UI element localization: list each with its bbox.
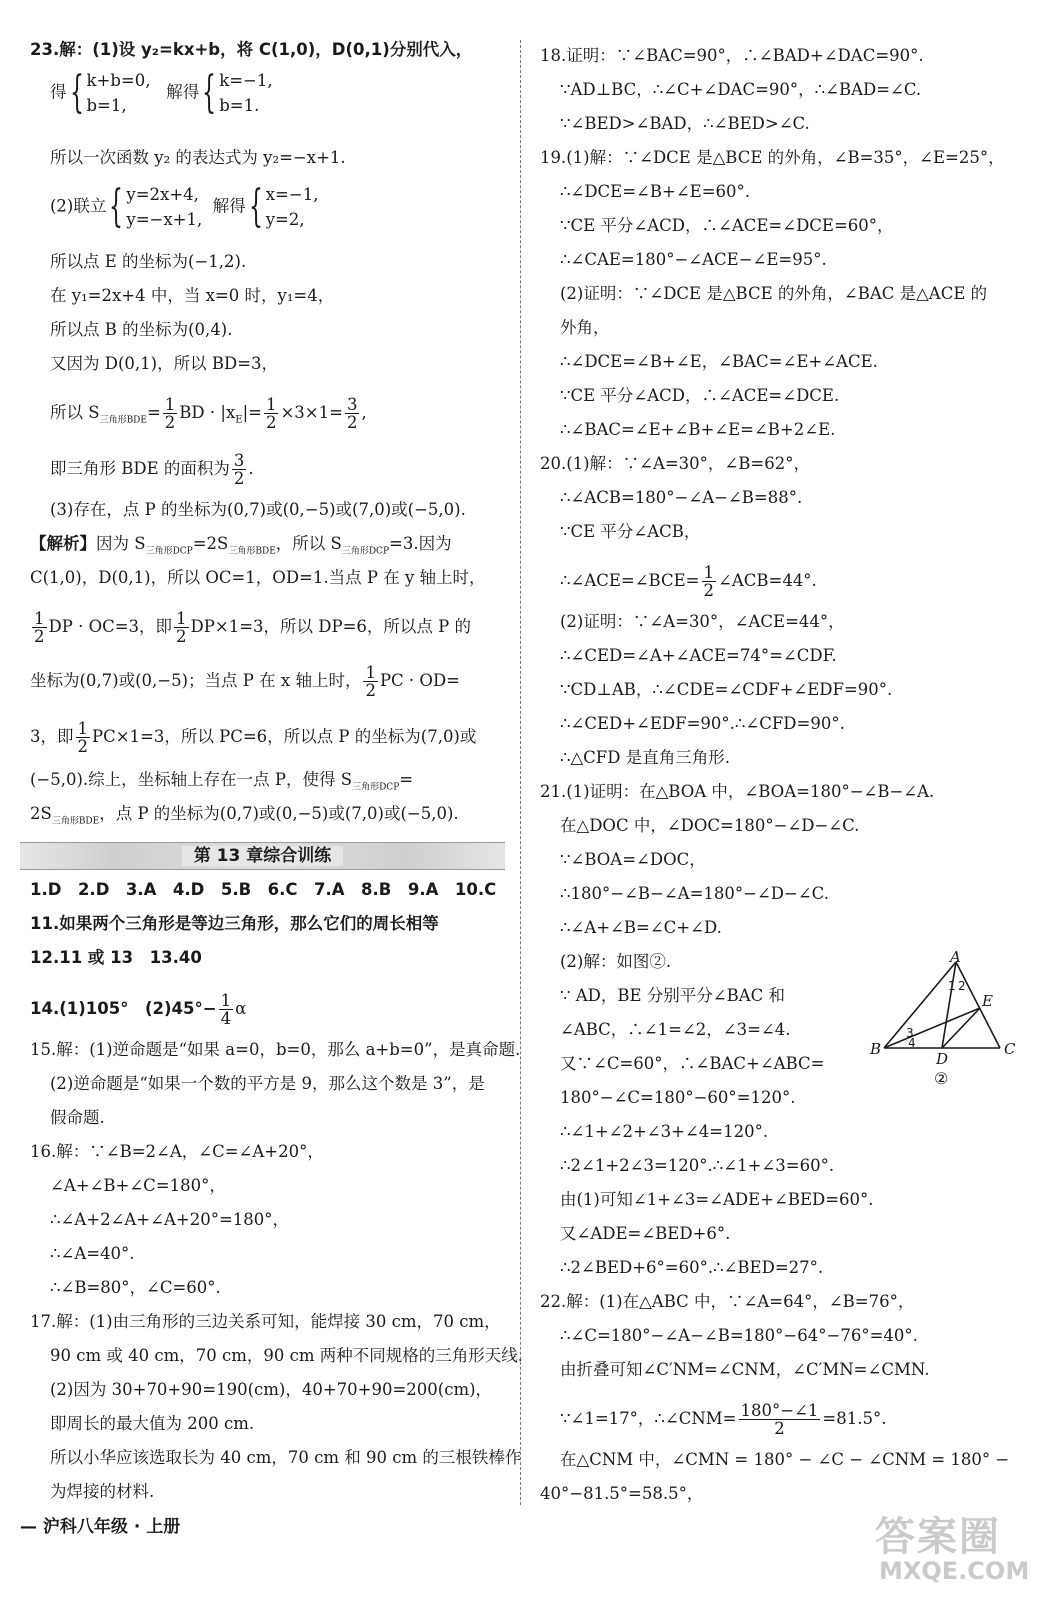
q17-line-1: 17.解：(1)由三角形的三边关系可知，能焊接 30 cm，70 cm， <box>30 1312 501 1331</box>
q17-line-3: (2)因为 30+70+90=190(cm)，40+70+90=200(cm)， <box>50 1380 493 1399</box>
q16-line-5: ∴∠B=80°，∠C=60°. <box>50 1278 221 1297</box>
q23-system-1: 得{ k+b=0, b=1, 解得{ k=−1, b=1. <box>50 67 273 118</box>
q17-line-6: 为焊接的材料. <box>50 1482 155 1501</box>
q21-line-12: ∴2∠1+2∠3=120°.∴∠1+∠3=60°. <box>560 1156 835 1175</box>
segment-be <box>884 1008 980 1048</box>
q18-line-1: 18.证明：∵∠BAC=90°，∴∠BAD+∠DAC=90°. <box>540 46 924 65</box>
q23-analysis-2: C(1,0)，D(0,1)，所以 OC=1，OD=1.当点 P 在 y 轴上时， <box>30 568 486 587</box>
column-divider <box>520 40 521 1505</box>
q23-analysis-6: (−5,0).综上，坐标轴上存在一点 P，使得 $S_{三角形DCP}=$ <box>30 770 414 793</box>
q19-line-4: ∴∠CAE=180°−∠ACE−∠E=95°. <box>560 250 827 269</box>
q21-line-1: 21.(1)证明：在△BOA 中，∠BOA=180°−∠B−∠A. <box>540 782 935 801</box>
q21-line-5: ∴∠A+∠B=∠C+∠D. <box>560 918 722 937</box>
q22-line-5: 在△CNM 中，∠CMN = 180° − ∠C − ∠CNM = 180° − <box>560 1450 1010 1469</box>
q21-line-11: ∴∠1+∠2+∠3+∠4=120°. <box>560 1122 769 1141</box>
q16-line-2: ∠A+∠B+∠C=180°， <box>50 1176 226 1195</box>
q19-line-3: ∵CE 平分∠ACD，∴∠ACE=∠DCE=60°， <box>560 216 894 235</box>
angle-3-label: 3 <box>906 1026 914 1040</box>
side-ab <box>884 962 956 1048</box>
q18-line-3: ∵∠BED>∠BAD，∴∠BED>∠C. <box>560 114 810 133</box>
q20-line-2: ∴∠ACB=180°−∠A−∠B=88°. <box>560 488 803 507</box>
q20-line-6: ∴∠CED=∠A+∠ACE=74°=∠CDF. <box>560 646 837 665</box>
q21-line-14: 又∠ADE=∠BED+6°. <box>560 1224 731 1243</box>
q16-line-3: ∴∠A+2∠A+∠A+20°=180°， <box>50 1210 290 1229</box>
angle-1-label: 1 <box>948 979 956 993</box>
side-ac <box>956 962 1000 1048</box>
q20-line-3: ∵CE 平分∠ACB， <box>560 522 701 541</box>
q22-line-3: 由折叠可知∠C′NM=∠CNM，∠C′MN=∠CMN. <box>560 1360 930 1379</box>
section-title: 第 13 章综合训练 <box>182 846 344 866</box>
q16-line-1: 16.解：∵∠B=2∠A，∠C=∠A+20°， <box>30 1142 324 1161</box>
q23-analysis-3: $\frac{1}{2}$ DP · OC=3，即 $\frac{1}{2}$ DP×1=3，所以 DP=6，所以点 P 的 <box>34 609 472 646</box>
q15-line-1: 15.解：(1)逆命题是“如果 a=0，b=0，那么 a+b=0”，是真命题. <box>30 1040 521 1059</box>
q20-line-9: ∴△CFD 是直角三角形. <box>560 748 730 767</box>
angle-4-label: 4 <box>908 1036 916 1050</box>
q23-point-b: 所以点 B 的坐标为(0,4). <box>50 320 233 339</box>
q21-line-13: 由(1)可知∠1+∠3=∠ADE+∠BED=60°. <box>560 1190 874 1209</box>
q18-line-2: ∵AD⊥BC，∴∠C+∠DAC=90°，∴∠BAD=∠C. <box>560 80 922 99</box>
q23-intro: 23.解：(1)设 y₂=kx+b，将 C(1,0)，D(0,1)分别代入， <box>30 40 473 59</box>
q14: 14.(1)105° (2)45°− $\frac{1}{4}$ α <box>30 991 247 1028</box>
section-banner <box>20 842 505 870</box>
q21-line-7: ∵ AD，BE 分别平分∠BAC 和 <box>560 986 786 1005</box>
q11: 11.如果两个三角形是等边三角形，那么它们的周长相等 <box>30 914 439 933</box>
q22-line-4: ∵∠1=17°，∴∠CNM= $\frac{180^\circ-\angle 1}{2}$ =81.5°. <box>560 1401 887 1438</box>
q19-line-9: ∴∠BAC=∠E+∠B+∠E=∠B+2∠E. <box>560 420 836 439</box>
label-c: C <box>1004 1040 1016 1058</box>
q20-line-8: ∴∠CED+∠EDF=90°.∴∠CFD=90°. <box>560 714 845 733</box>
q23-y1: 在 y₁=2x+4 中，当 x=0 时，y₁=4， <box>50 286 335 305</box>
q21-line-8: ∠ABC，∴∠1=∠2，∠3=∠4. <box>560 1020 791 1039</box>
q19-line-8: ∵CE 平分∠ACD，∴∠ACE=∠DCE. <box>560 386 840 405</box>
q20-line-4: ∴∠ACE=∠BCE= $\frac{1}{2}$ ∠ACB=44°. <box>560 563 817 600</box>
page-footer: — 沪科八年级 · 上册 <box>20 1517 181 1537</box>
q23-analysis-5: 3，即 $\frac{1}{2}$ PC×1=3，所以 PC=6，所以点 P 的坐标为(7,0)或 <box>30 719 477 756</box>
q21-line-2: 在△DOC 中，∠DOC=180°−∠D−∠C. <box>560 816 860 835</box>
q16-line-4: ∴∠A=40°. <box>50 1244 135 1263</box>
q23-system-2: (2)联立{ y=2x+4, y=−x+1, 解得{ x=−1, y=2, <box>50 181 319 232</box>
q21-line-4: ∴180°−∠B−∠A=180°−∠D−∠C. <box>560 884 829 903</box>
q20-line-7: ∵CD⊥AB，∴∠CDE=∠CDF+∠EDF=90°. <box>560 680 893 699</box>
label-b: B <box>870 1040 882 1058</box>
q19-line-1: 19.(1)解：∵∠DCE 是△BCE 的外角，∠B=35°，∠E=25°， <box>540 148 1005 167</box>
triangle-figure <box>868 950 1028 1100</box>
q23-area: 所以 $S_{三角形BDE}=$ $\frac{1}{2}$ BD · $|x_E|=$ $\frac{1}{2}$ ×3×1= $\frac{3}{2}$ , <box>50 395 367 432</box>
q23-bd: 又因为 D(0,1)，所以 BD=3， <box>50 354 279 373</box>
q23-part-3: (3)存在，点 P 的坐标为(0,7)或(0,−5)或(7,0)或(−5,0). <box>50 500 466 519</box>
q17-line-2: 90 cm 或 40 cm，70 cm，90 cm 两种不同规格的三角形天线. <box>50 1346 523 1365</box>
angle-2-label: 2 <box>958 979 966 993</box>
q22-line-2: ∴∠C=180°−∠A−∠B=180°−64°−76°=40°. <box>560 1326 918 1345</box>
q17-line-5: 所以小华应该选取长为 40 cm，70 cm 和 90 cm 的三根铁棒作 <box>50 1448 522 1467</box>
q21-line-3: ∵∠BOA=∠DOC， <box>560 850 706 869</box>
q23-conclusion: 即三角形 BDE 的面积为 $\frac{3}{2}$ . <box>50 451 254 488</box>
q20-line-1: 20.(1)解：∵∠A=30°，∠B=62°， <box>540 454 810 473</box>
q19-line-6: 外角， <box>560 318 610 337</box>
figure-caption: ② <box>934 1069 949 1088</box>
q19-line-2: ∴∠DCE=∠B+∠E=60°. <box>560 182 751 201</box>
label-d: D <box>936 1050 949 1068</box>
q23-expression: 所以一次函数 y₂ 的表达式为 y₂=−x+1. <box>50 148 346 167</box>
q22-line-1: 22.解：(1)在△ABC 中，∵∠A=64°，∠B=76°， <box>540 1292 915 1311</box>
label-a: A <box>950 950 961 966</box>
fraction-half: $\frac{1}{2}$ <box>164 395 176 432</box>
q23-analysis-1: 【解析】因为 $S_{三角形DCP}=2S_{三角形BDE}$，所以 $S_{三角形DCP}=3$.因为 <box>30 534 452 557</box>
watermark-logo: 答案圈 MXQE.COM <box>875 1514 1030 1585</box>
q19-line-5: (2)证明：∵∠DCE 是△BCE 的外角，∠BAC 是△ACE 的 <box>560 284 988 303</box>
q21-line-9: 又∵∠C=60°，∴∠BAC+∠ABC= <box>560 1054 825 1073</box>
q15-line-2: (2)逆命题是“如果一个数的平方是 9，那么这个数是 3”，是 <box>50 1074 485 1093</box>
q21-line-15: ∴2∠BED+6°=60°.∴∠BED=27°. <box>560 1258 824 1277</box>
q19-line-7: ∴∠DCE=∠B+∠E，∠BAC=∠E+∠ACE. <box>560 352 878 371</box>
multiple-choice-answers: 1.D 2.D 3.A 4.D 5.B 6.C 7.A 8.B 9.A 10.C <box>30 880 497 899</box>
q17-line-4: 即周长的最大值为 200 cm. <box>50 1414 255 1433</box>
label-e: E <box>982 992 993 1010</box>
q21-line-10: 180°−∠C=180°−60°=120°. <box>560 1088 796 1107</box>
q21-line-6: (2)解：如图②. <box>560 952 672 971</box>
q12-q13: 12.11 或 13 13.40 <box>30 948 202 967</box>
q20-line-5: (2)证明：∵∠A=30°，∠ACE=44°， <box>560 612 845 631</box>
q23-point-e: 所以点 E 的坐标为(−1,2). <box>50 252 247 271</box>
q22-line-6: 40°−81.5°=58.5°， <box>540 1484 704 1503</box>
q23-analysis-7: $2S_{三角形BDE}$，点 P 的坐标为(0,7)或(0,−5)或(7,0)或(−5,0). <box>30 804 459 827</box>
q15-line-3: 假命题. <box>50 1108 105 1127</box>
q23-analysis-4: 坐标为(0,7)或(0,−5)；当点 P 在 x 轴上时， $\frac{1}{2}$ PC · OD= <box>30 663 460 700</box>
